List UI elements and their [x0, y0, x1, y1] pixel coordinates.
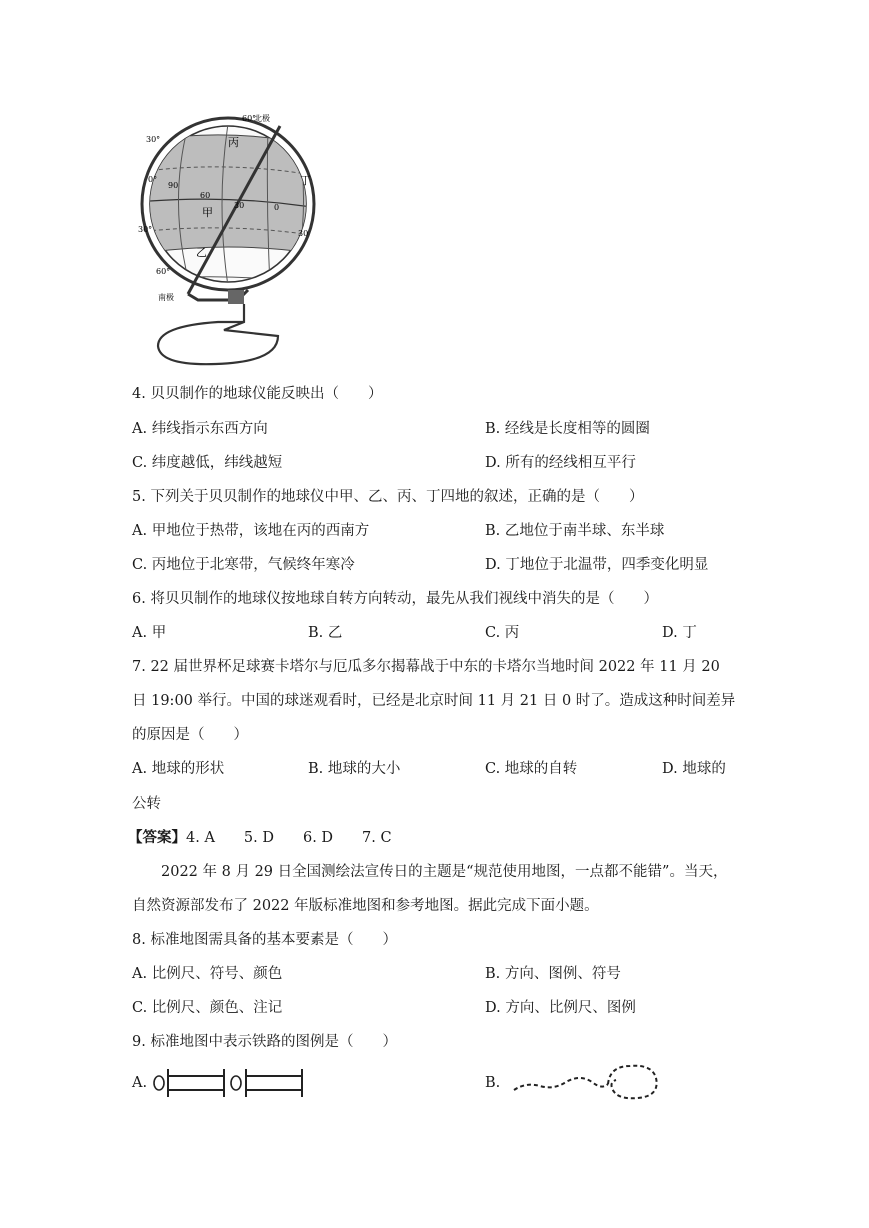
- passage-text: 2022 年 8 月 29 日全国测绘法宣传日的主题是“规范使用地图，一点都不能错”。当天，自然资源部发布了 2022 年版标准地图和参考地图。据此完成下面小题。: [132, 864, 728, 914]
- q7-stem-line2: 日 19:00 举行。中国的球迷观看时，已经是北京时间 11 月 21 日 0 时了。造成这种时间差异: [132, 693, 736, 709]
- globe-south-pole-label: 南极: [158, 293, 174, 302]
- q4-option-b[interactable]: B. 经线是长度相等的圆圈: [485, 421, 650, 437]
- q6-stem: 6. 将贝贝制作的地球仪按地球自转方向转动，最先从我们视线中消失的是（ ）: [132, 591, 658, 607]
- q6-option-b[interactable]: B. 乙: [308, 625, 343, 641]
- globe-place-yi: 乙: [196, 246, 207, 259]
- q5-stem: 5. 下列关于贝贝制作的地球仪中甲、乙、丙、丁四地的叙述，正确的是（ ）: [132, 489, 644, 505]
- q7-option-a[interactable]: A. 地球的形状: [132, 761, 225, 777]
- q9-option-a-label[interactable]: A.: [132, 1075, 148, 1091]
- q9-stem: 9. 标准地图中表示铁路的图例是（ ）: [132, 1034, 397, 1050]
- globe-place-ding: 丁: [300, 174, 311, 187]
- globe-lat-60s: 60°: [156, 267, 171, 276]
- globe-figure: [128, 104, 328, 372]
- globe-lat-30n: 30°: [146, 135, 161, 144]
- globe-lat-30s: 30°: [138, 225, 153, 234]
- q7-option-b[interactable]: B. 地球的大小: [308, 761, 401, 777]
- q8-option-d[interactable]: D. 方向、比例尺、图例: [485, 1000, 636, 1016]
- q8-option-b[interactable]: B. 方向、图例、符号: [485, 966, 621, 982]
- globe-lon-0: 0: [274, 203, 280, 212]
- q4-option-c[interactable]: C. 纬度越低，纬线越短: [132, 455, 283, 471]
- q7-stem-line1: 7. 22 届世界杯足球赛卡塔尔与厄瓜多尔揭幕战于中东的卡塔尔当地时间 2022 年 11 月 20: [132, 659, 720, 675]
- q5-option-b[interactable]: B. 乙地位于南半球、东半球: [485, 523, 665, 539]
- q9-option-b-label[interactable]: B.: [485, 1075, 501, 1091]
- globe-place-jia: 甲: [202, 206, 213, 219]
- q8-stem: 8. 标准地图需具备的基本要素是（ ）: [132, 932, 397, 948]
- q6-option-c[interactable]: C. 丙: [485, 625, 520, 641]
- globe-lon-60: 60: [200, 191, 211, 200]
- globe-lon-90: 90: [168, 181, 179, 190]
- q4-option-d[interactable]: D. 所有的经线相互平行: [485, 455, 636, 471]
- q4-option-a[interactable]: A. 纬线指示东西方向: [132, 421, 268, 437]
- shaded-band: [138, 135, 318, 254]
- globe-lat-0: 0°: [148, 175, 158, 184]
- q7-option-c[interactable]: C. 地球的自转: [485, 761, 578, 777]
- q5-option-c[interactable]: C. 丙地位于北寒带，气候终年寒冷: [132, 557, 355, 573]
- q9-option-b-symbol[interactable]: [512, 1060, 662, 1106]
- answer-line: [128, 828, 392, 848]
- globe-lon-30: 30: [234, 201, 245, 210]
- globe-base: [158, 304, 278, 364]
- q8-option-a[interactable]: A. 比例尺、符号、颜色: [132, 966, 283, 982]
- q8-option-c[interactable]: C. 比例尺、颜色、注记: [132, 1000, 283, 1016]
- globe-north-pole-label: 北极: [254, 114, 270, 123]
- q7-option-d-continued: 公转: [132, 796, 161, 812]
- q5-option-a[interactable]: A. 甲地位于热带，该地在丙的西南方: [132, 523, 370, 539]
- globe-lon-30b: 30: [298, 229, 309, 238]
- q6-option-a[interactable]: A. 甲: [132, 625, 167, 641]
- globe-place-bing: 丙: [228, 136, 239, 149]
- q9-option-a-symbol[interactable]: [152, 1066, 306, 1100]
- q4-stem: 4. 贝贝制作的地球仪能反映出（ ）: [132, 386, 383, 402]
- q6-option-d[interactable]: D. 丁: [662, 625, 697, 641]
- q5-option-d[interactable]: D. 丁地位于北温带，四季变化明显: [485, 557, 709, 573]
- globe-lat-60n: 60°: [242, 114, 257, 123]
- q7-stem-line3: 的原因是（ ）: [132, 727, 248, 743]
- q7-option-d[interactable]: D. 地球的: [662, 761, 726, 777]
- answer-label: 【答案】: [128, 829, 186, 846]
- answer-text: 4. A 5. D 6. D 7. C: [186, 830, 392, 846]
